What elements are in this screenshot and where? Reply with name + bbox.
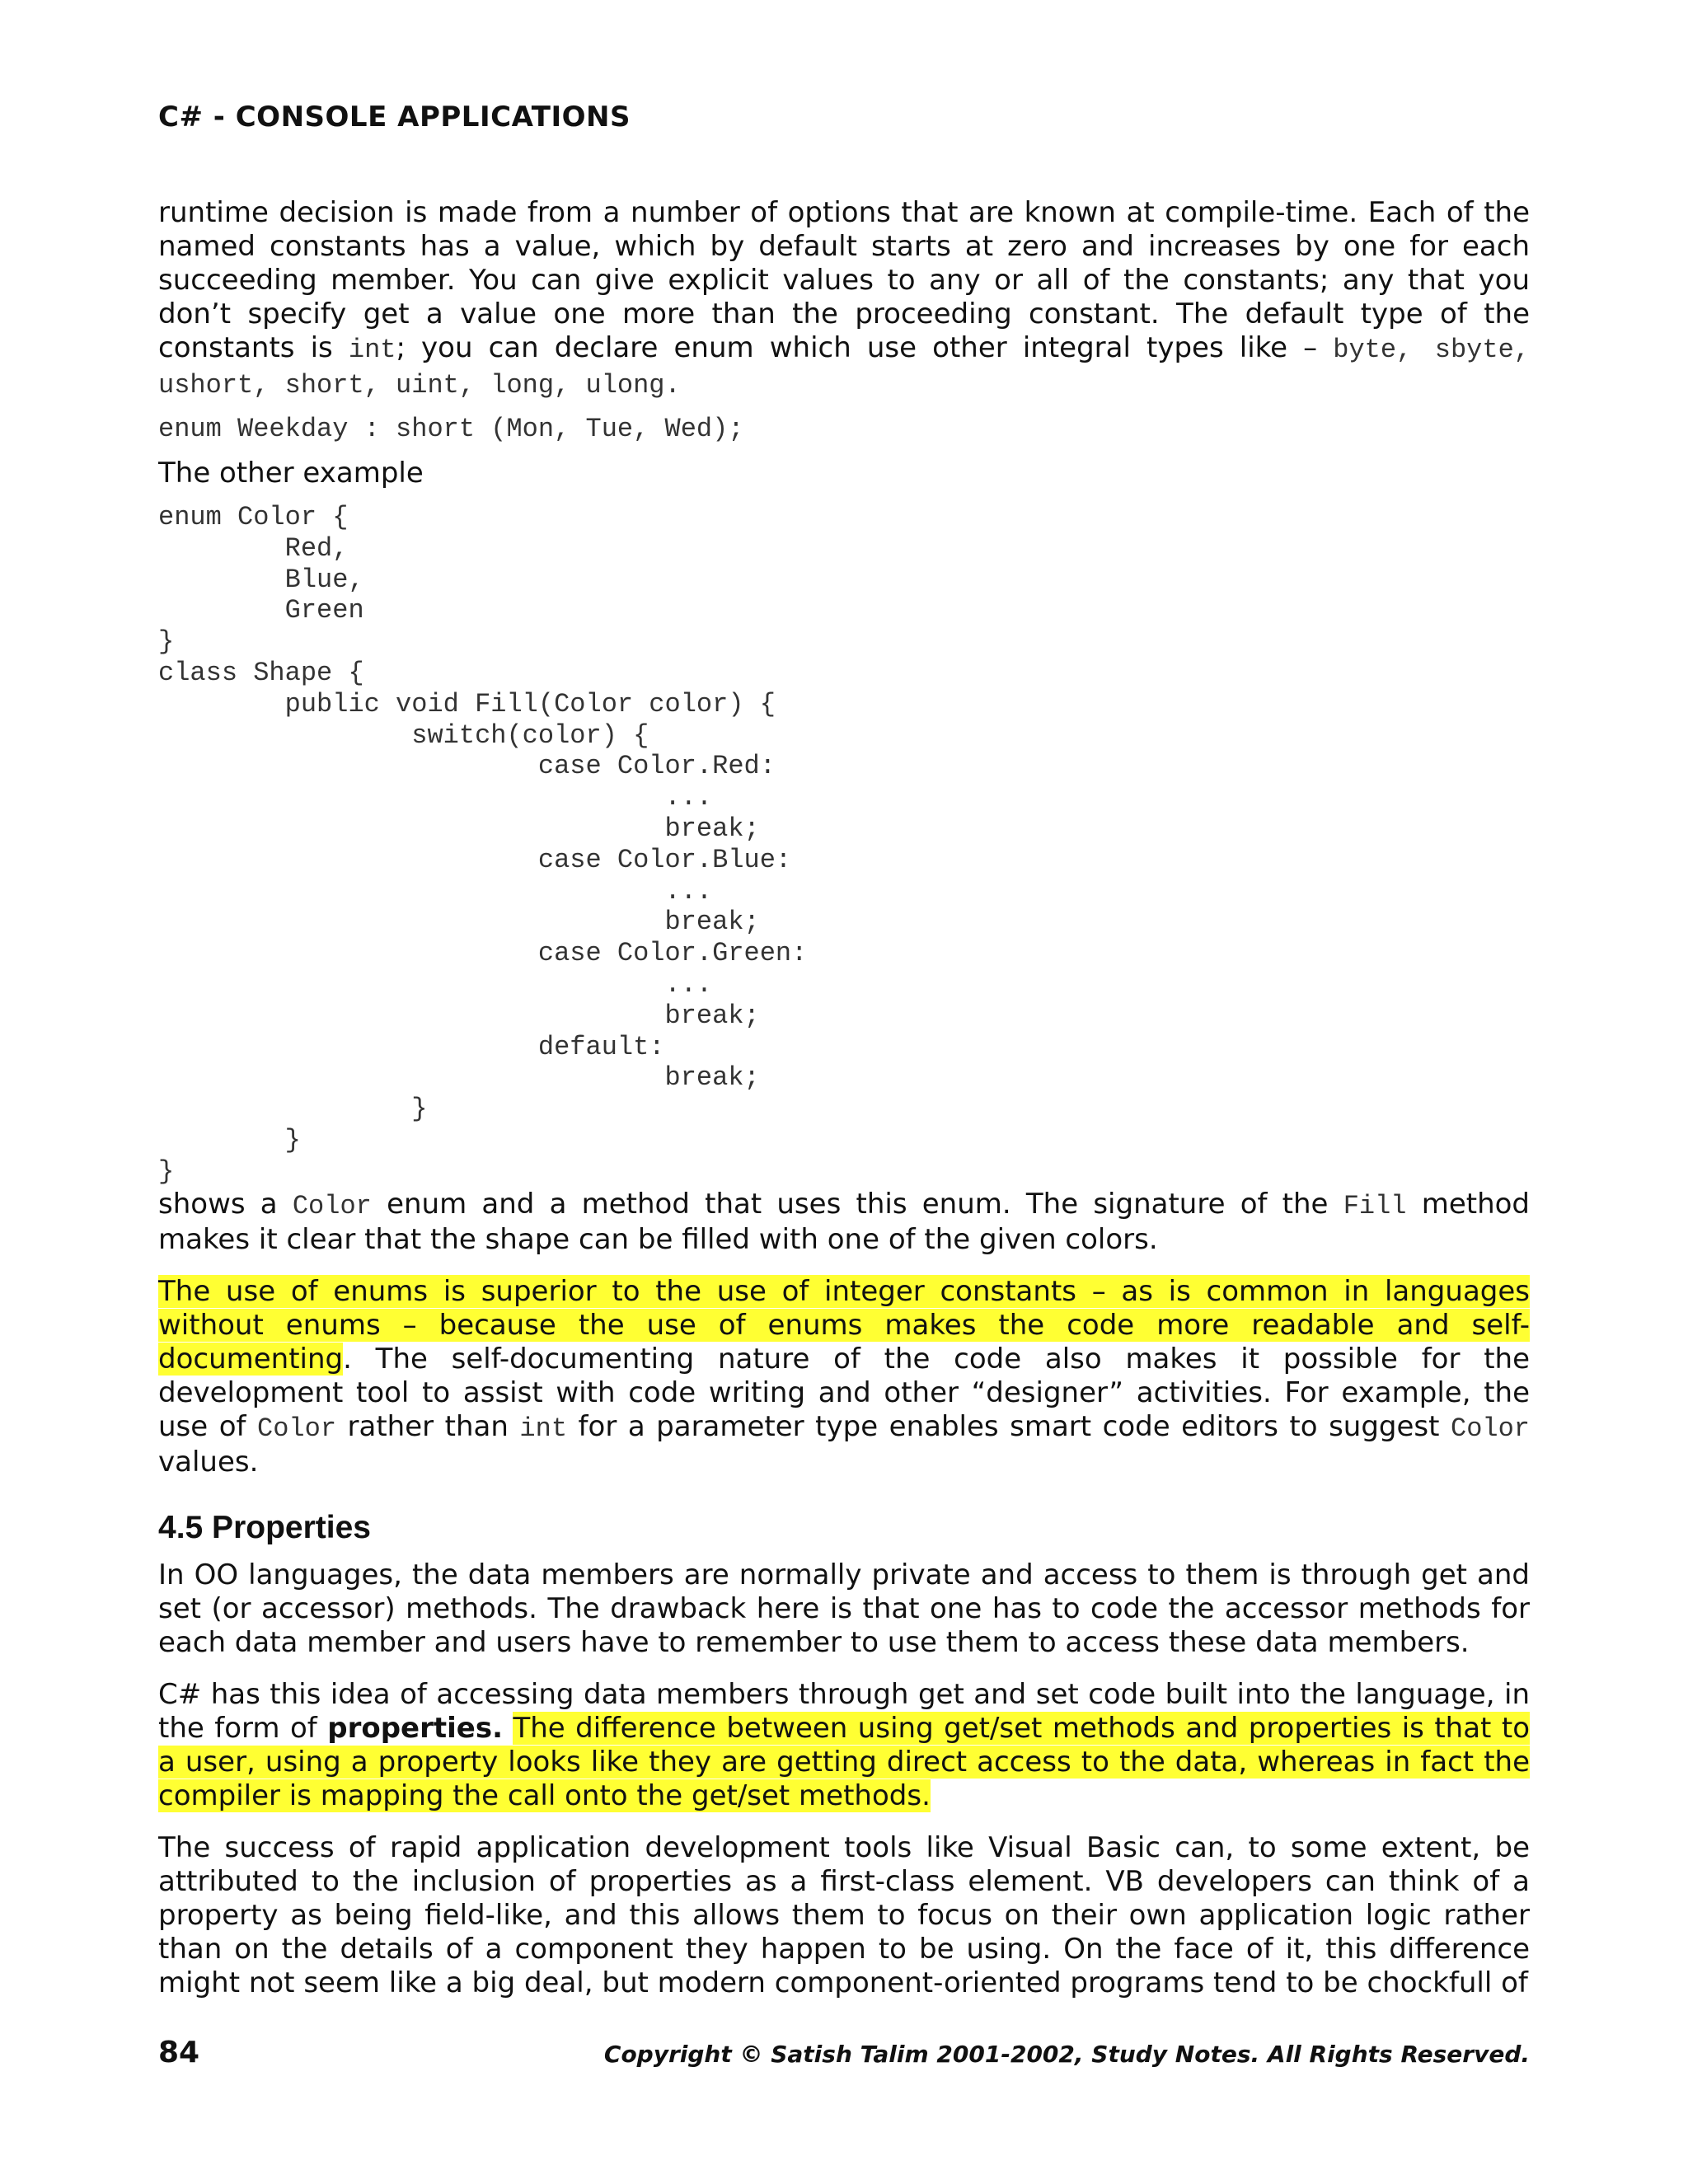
inline-code-color: Color (257, 1413, 337, 1444)
paragraph-text: method makes it clear that the shape can be filled with one of the given colors. (158, 1187, 1531, 1256)
highlighted-text: The difference between using get/set methods and properties is that to a user, using a property looks like they are getting direct access to the data, whereas in fact the compiler is mapping the call onto the get/set methods. (158, 1711, 1530, 1812)
paragraph-oo-languages: In OO languages, the data members are normally private and access to them is through get and set (or accessor) methods. The drawback here is that one has to code the accessor methods for each data member and users have to remember to use them to access these data members. (158, 1558, 1530, 1659)
paragraph-text: for a parameter type enables smart code editors to suggest (567, 1409, 1451, 1443)
code-line-weekday: enum Weekday : short (Mon, Tue, Wed); (158, 414, 744, 444)
inline-code-color: Color (1450, 1413, 1530, 1444)
highlighted-text: The use of enums is superior to the use of integer constants – as is common in languages without enums – because the use of enums makes the code more readable and self-documenting (158, 1274, 1530, 1376)
paragraph-text: . The self-documenting nature of the code also makes it possible for the development tool to assist with code writing and other “designer” activities. For example, the use of (158, 1342, 1530, 1443)
page-header: C# - CONSOLE APPLICATIONS (158, 101, 631, 134)
paragraph-text: C# has this idea of accessing data members through get and set code built into the language, in the form of (158, 1677, 1530, 1745)
copyright-notice: Copyright © Satish Talim 2001-2002, Study Notes. All Rights Reserved. (603, 2041, 1530, 2068)
paragraph-enums-superior (158, 1275, 1530, 1479)
paragraph-text: enum and a method that uses this enum. The signature of the (371, 1187, 1343, 1221)
page-footer (158, 2036, 1530, 2077)
paragraph-text: ; you can declare enum which use other integral types like – (396, 331, 1334, 364)
paragraph-other-example: The other example (158, 457, 424, 490)
bold-term: properties. (327, 1711, 503, 1745)
paragraph-text: values. (158, 1445, 259, 1479)
inline-code-types: byte, sbyte, ushort, short, uint, long, ulong. (158, 335, 1530, 401)
paragraph-enum-intro (158, 196, 1530, 402)
inline-code-color: Color (292, 1190, 372, 1221)
section-heading: 4.5 Properties (158, 1509, 371, 1545)
inline-code-fill: Fill (1343, 1190, 1407, 1221)
page-number: 84 (158, 2036, 200, 2069)
inline-code-int: int (348, 335, 396, 365)
inline-code-int: int (519, 1413, 568, 1444)
body-text (158, 196, 1530, 2000)
code-block-color-enum: enum Color { Red, Blue, Green } class Shape { public void Fill(Color color) { switch(color) { case Color.Red: ... break; case Color.Blue: ... break; case Color.Green: ... break; default: break; } } } (158, 502, 808, 1187)
paragraph-text: shows a (158, 1187, 293, 1221)
paragraph-color-enum (158, 1188, 1530, 1257)
paragraph-rad-tools: The success of rapid application development tools like Visual Basic can, to some extent, be attributed to the inclusion of properties as a first-class element. VB developers can think of a property as being field-like, and this allows them to focus on their own application logic rather than on the details of a component they happen to be using. On the face of it, this difference might not seem like a big deal, but modern component-oriented programs tend to be chockfull of (158, 1830, 1530, 1999)
paragraph-text: rather than (336, 1409, 520, 1443)
paragraph-text: runtime decision is made from a number of options that are known at compile-time. Each of the named constants has a value, which by default starts at zero and increases by one for each succeeding member. You can give explicit values to any or all of the constants; any that you don’t specify get a value one more than the proceeding constant. The default type of the constants is (158, 196, 1530, 364)
paragraph-csharp-properties (158, 1678, 1530, 1813)
